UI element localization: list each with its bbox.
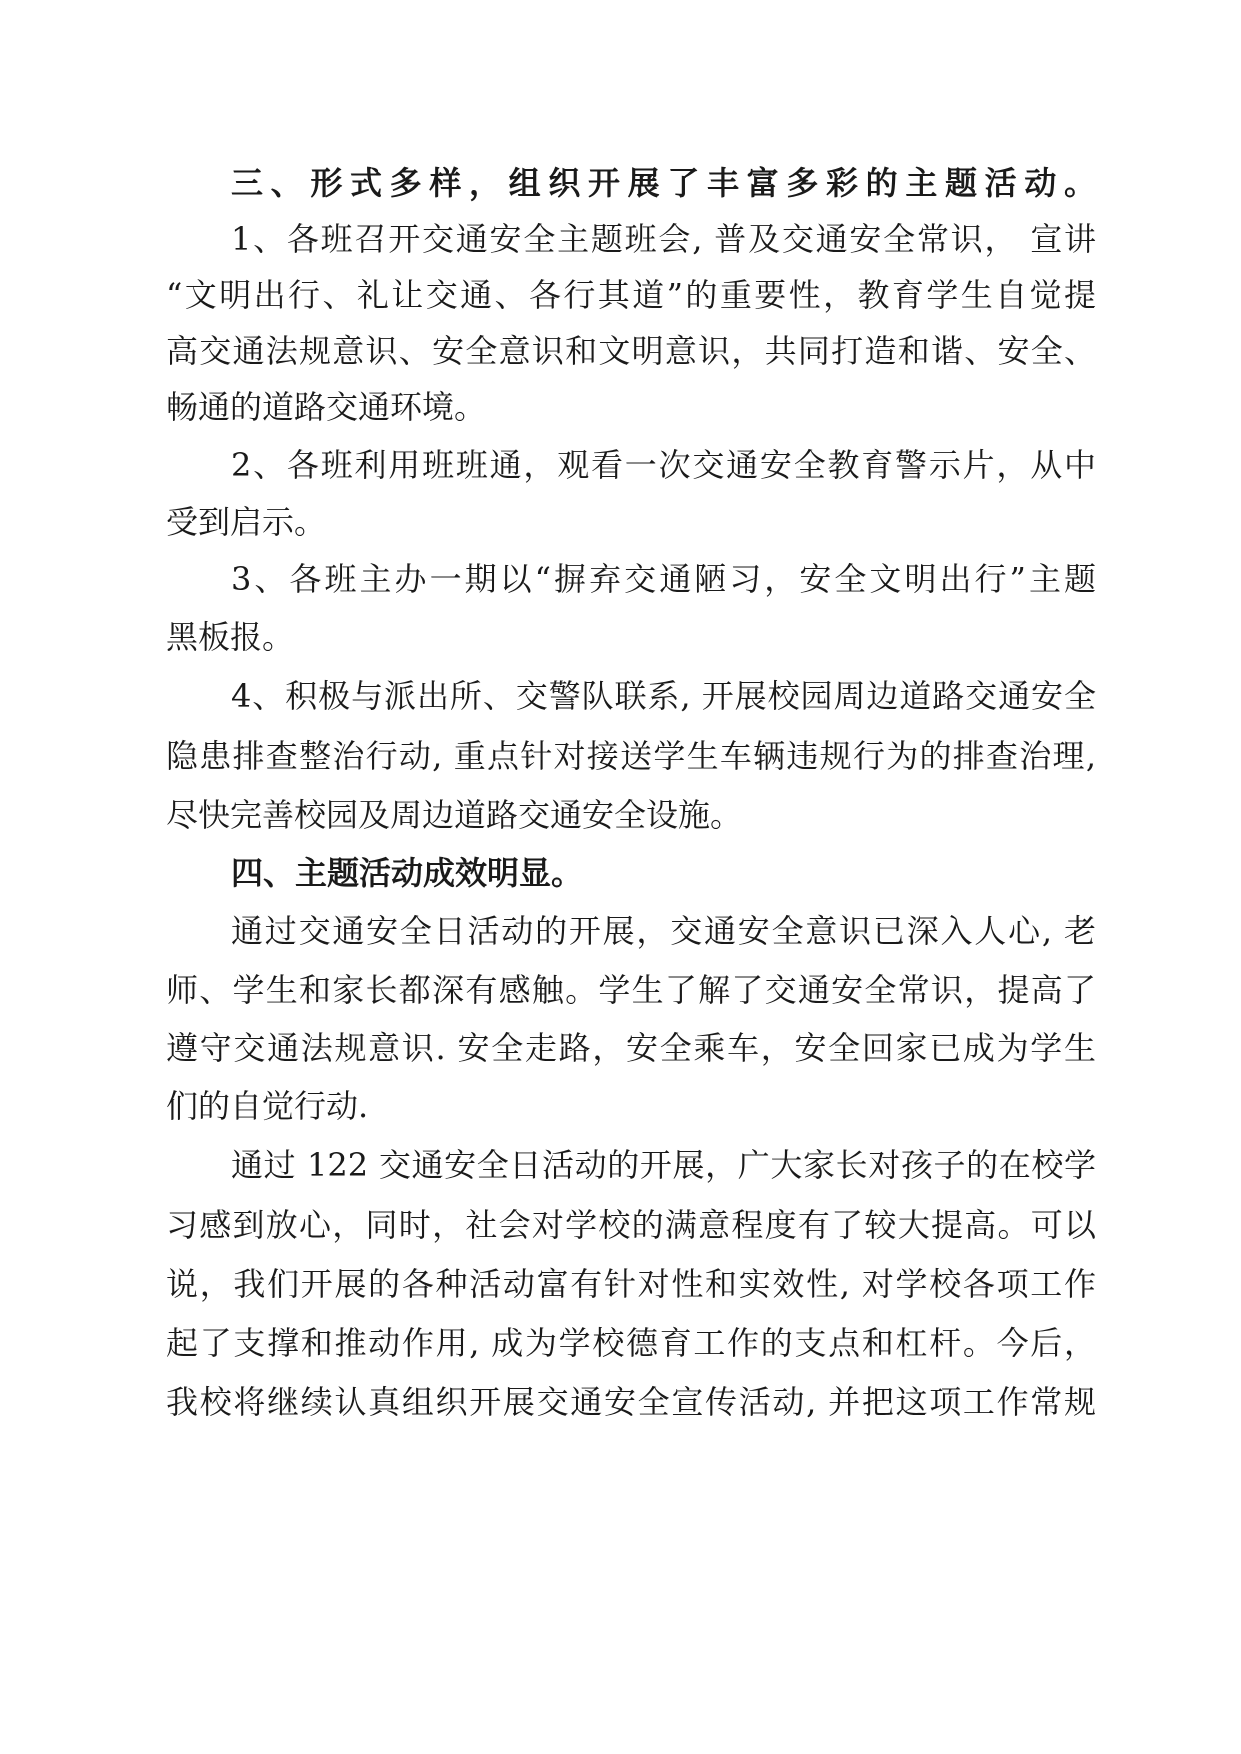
paragraph-line: 高交通法规意识、安全意识和文明意识，共同打造和谐、安全、 (166, 332, 1096, 370)
paragraph-line: 通过 122 交通安全日活动的开展，广大家长对孩子的在校学 (231, 1146, 1096, 1184)
paragraph-line: 畅通的道路交通环境。 (166, 388, 487, 426)
paragraph-line: 我校将继续认真组织开展交通安全宣传活动, 并把这项工作常规 (166, 1383, 1096, 1421)
paragraph-line: 习感到放心，同时，社会对学校的满意程度有了较大提高。可以 (166, 1206, 1096, 1244)
paragraph-line: 受到启示。 (166, 503, 327, 541)
section-heading-4: 四、主题活动成效明显。 (231, 854, 584, 892)
paragraph-line: 4、积极与派出所、交警队联系, 开展校园周边道路交通安全 (231, 677, 1096, 715)
paragraph-line: 起了支撑和推动作用, 成为学校德育工作的支点和杠杆。今后， (166, 1324, 1096, 1362)
paragraph-line: 3、各班主办一期以“摒弃交通陋习，安全文明出行”主题 (231, 560, 1096, 598)
paragraph-line: 们的自觉行动. (166, 1087, 369, 1125)
paragraph-line: 1、各班召开交通安全主题班会, 普及交通安全常识， 宣讲 (231, 220, 1096, 258)
paragraph-line: 尽快完善校园及周边道路交通安全设施。 (166, 796, 743, 834)
paragraph-line: 2、各班利用班班通，观看一次交通安全教育警示片，从中 (231, 446, 1096, 484)
paragraph-line: 说，我们开展的各种活动富有针对性和实效性, 对学校各项工作 (166, 1265, 1096, 1303)
paragraph-line: “文明出行、礼让交通、各行其道”的重要性，教育学生自觉提 (166, 276, 1096, 314)
paragraph-line: 黑板报。 (166, 618, 295, 656)
paragraph-line: 通过交通安全日活动的开展，交通安全意识已深入人心, 老 (231, 912, 1096, 950)
paragraph-line: 师、学生和家长都深有感触。学生了解了交通安全常识，提高了 (166, 971, 1096, 1009)
section-heading-3: 三、形式多样，组织开展了丰富多彩的主题活动。 (231, 164, 1096, 202)
paragraph-line: 遵守交通法规意识. 安全走路，安全乘车，安全回家已成为学生 (166, 1029, 1096, 1067)
paragraph-line: 隐患排查整治行动, 重点针对接送学生车辆违规行为的排查治理, (166, 737, 1096, 775)
